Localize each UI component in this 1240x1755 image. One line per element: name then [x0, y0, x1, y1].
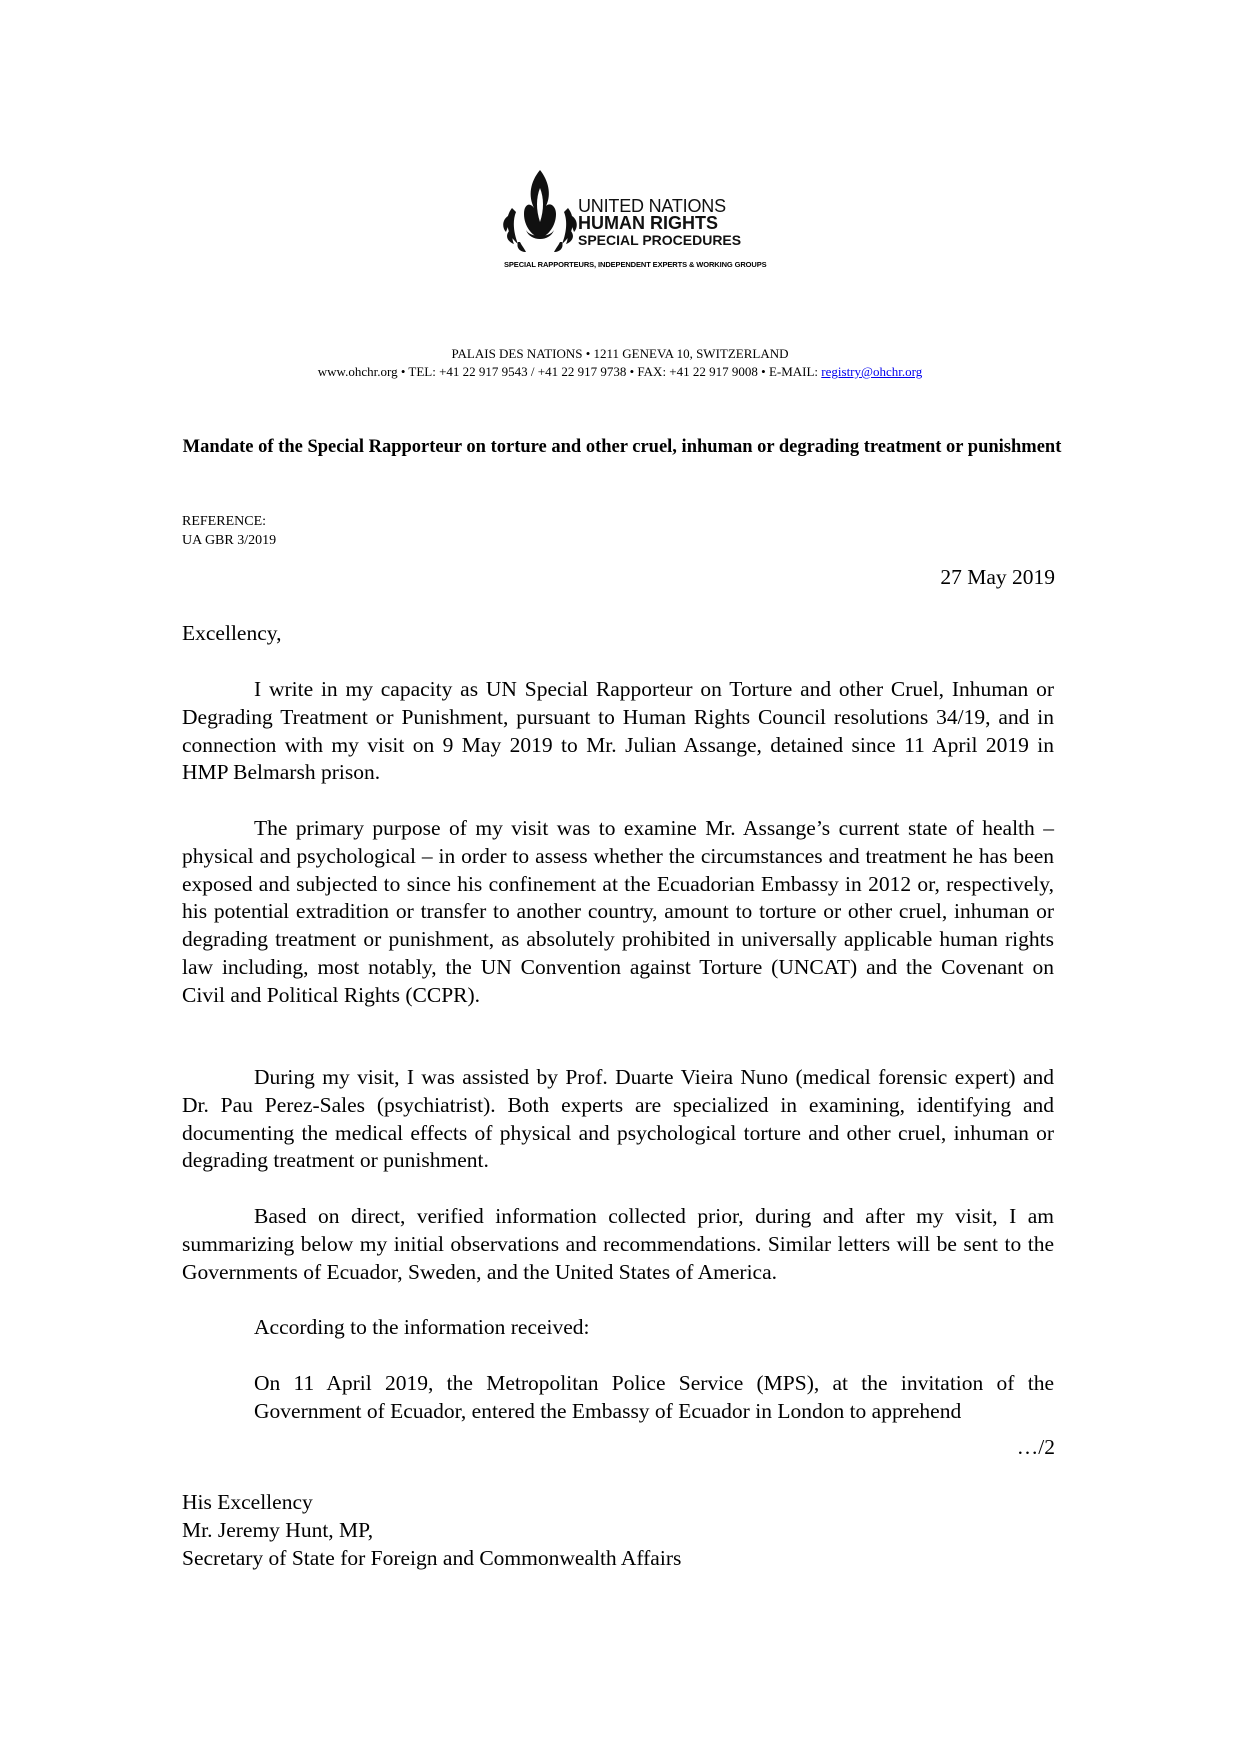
reference-value: UA GBR 3/2019	[182, 533, 277, 548]
contact-details: www.ohchr.org • TEL: +41 22 917 9543 / +41 22 917 9738 • FAX: +41 22 917 9008 • E-MAIL:	[317, 364, 822, 379]
address-line-1: PALAIS DES NATIONS • 1211 GENEVA 10, SWITZERLAND	[451, 346, 789, 361]
indented-paragraph: On 11 April 2019, the Metropolitan Police Service (MPS), at the invitation of the Government of Ecuador, entered the Embassy of Ecuador in London to apprehend	[254, 1371, 1054, 1423]
page-continuation: …/2	[1016, 1435, 1055, 1459]
un-human-rights-logo	[500, 168, 767, 276]
salutation: Excellency,	[182, 621, 282, 645]
logo-line-special-procedures: SPECIAL PROCEDURES	[578, 232, 742, 248]
logo-line-human-rights: HUMAN RIGHTS	[578, 213, 718, 233]
according-line: According to the information received:	[254, 1315, 590, 1339]
paragraph-1: I write in my capacity as UN Special Rapporteur on Torture and other Cruel, Inhuman or Degrading Treatment or Punishment, pursuant to Human Rights Council resolutions 34/19, and in connection with my visit on 9 May 2019 to Mr. Julian Assange, detained since 11 April 2019 in HMP Belmarsh prison.	[182, 677, 1054, 785]
reference-label: REFERENCE:	[182, 514, 267, 529]
recipient-line-1: His Excellency	[182, 1490, 313, 1514]
paragraph-3: During my visit, I was assisted by Prof. Duarte Vieira Nuno (medical forensic expert) and Dr. Pau Perez-Sales (psychiatrist). Both experts are specialized in examining, identifying and documenting the medical effects of physical and psychological torture and other cruel, inhuman or degrading treatment or punishment.	[182, 1065, 1054, 1173]
mandate-title: Mandate of the Special Rapporteur on torture and other cruel, inhuman or degrading treatment or punishment	[182, 437, 1062, 457]
logo-line-united-nations: UNITED NATIONS	[578, 196, 726, 216]
address-line-2	[0, 364, 1240, 380]
letter-date: 27 May 2019	[940, 565, 1055, 589]
email-link[interactable]: registry@ohchr.org	[821, 364, 923, 379]
logo-wordmark	[578, 198, 741, 248]
recipient-line-3: Secretary of State for Foreign and Commonwealth Affairs	[182, 1546, 682, 1570]
flame-laurel-emblem-icon	[500, 168, 580, 260]
paragraph-2: The primary purpose of my visit was to examine Mr. Assange’s current state of health – physical and psychological – in order to assess whether the circumstances and treatment he has been exposed and subjected to since his confinement at the Ecuadorian Embassy in 2012 or, respectively, his potential extradition or transfer to another country, amount to torture or other cruel, inhuman or degrading treatment or punishment, as absolutely prohibited in universally applicable human rights law including, most notably, the UN Convention against Torture (UNCAT) and the Covenant on Civil and Political Rights (CCPR).	[182, 816, 1054, 1007]
logo-tagline: SPECIAL RAPPORTEURS, INDEPENDENT EXPERTS & WORKING GROUPS	[504, 260, 767, 269]
recipient-line-2: Mr. Jeremy Hunt, MP,	[182, 1518, 374, 1542]
paragraph-4: Based on direct, verified information collected prior, during and after my visit, I am summarizing below my initial observations and recommendations. Similar letters will be sent to the Governments of Ecuador, Sweden, and the United States of America.	[182, 1204, 1054, 1284]
recipient-block	[182, 1488, 681, 1572]
